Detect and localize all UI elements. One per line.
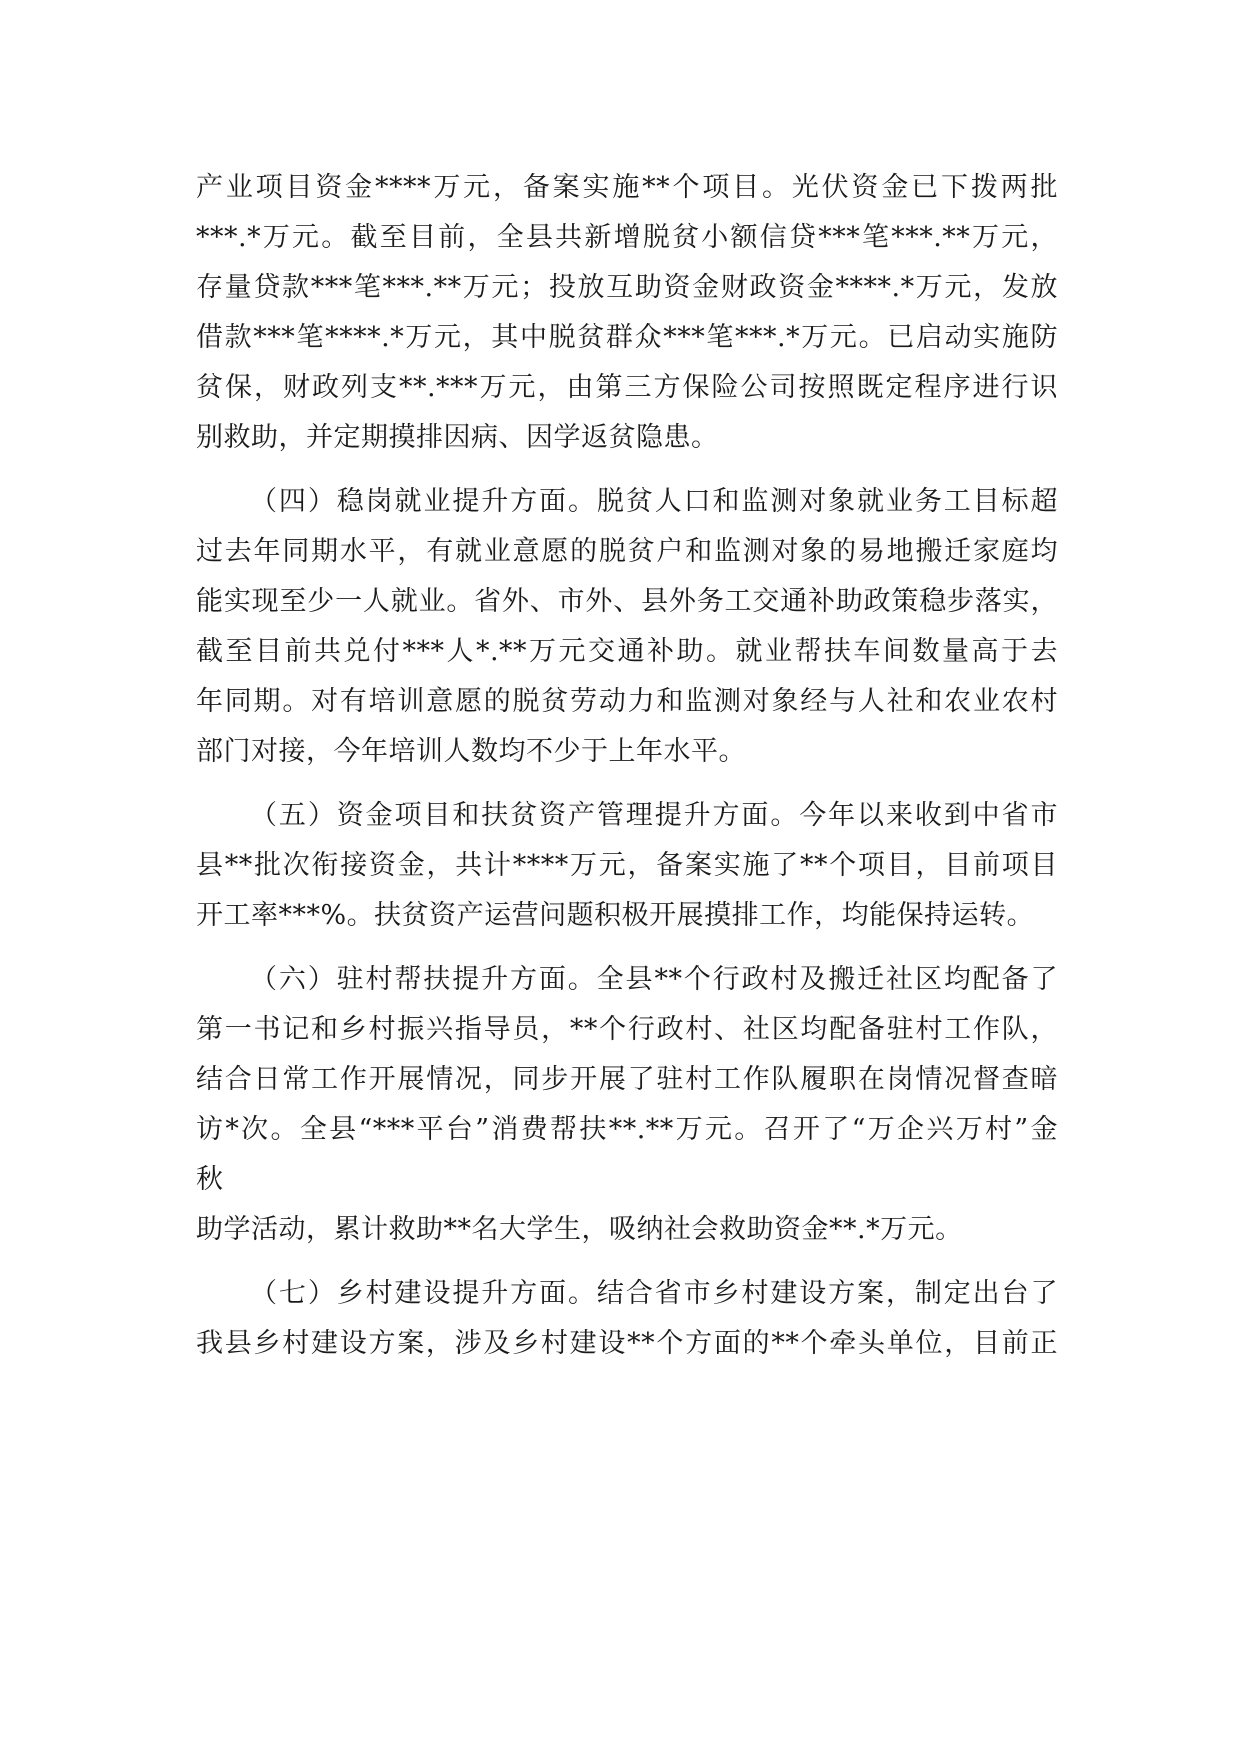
paragraph-funds-continued <box>196 163 1058 463</box>
text-line: 我县乡村建设方案，涉及乡村建设**个方面的**个牵头单位，目前正 <box>196 1328 1058 1359</box>
text-line: 存量贷款***笔***.**万元；投放互助资金财政资金****.*万元，发放 <box>196 272 1058 303</box>
document-body <box>196 163 1058 1369</box>
paragraph-funds-projects <box>196 791 1058 941</box>
paragraph-village-assistance <box>196 955 1058 1255</box>
text-line: （四）稳岗就业提升方面。脱贫人口和监测对象就业务工目标超 <box>250 486 1058 517</box>
text-line: ***.*万元。截至目前，全县共新增脱贫小额信贷***笔***.**万元， <box>196 222 1058 253</box>
text-line: 能实现至少一人就业。省外、市外、县外务工交通补助政策稳步落实， <box>196 586 1058 617</box>
text-line: 过去年同期水平，有就业意愿的脱贫户和监测对象的易地搬迁家庭均 <box>196 536 1058 567</box>
text-line: 结合日常工作开展情况，同步开展了驻村工作队履职在岗情况督查暗 <box>196 1064 1058 1095</box>
text-line: 部门对接，今年培训人数均不少于上年水平。 <box>196 736 746 767</box>
text-line: 访*次。全县“***平台”消费帮扶**.**万元。召开了“万企兴万村”金 <box>196 1114 1058 1145</box>
text-line: 别救助，并定期摸排因病、因学返贫隐患。 <box>196 422 719 453</box>
text-line: 县**批次衔接资金，共计****万元，备案实施了**个项目，目前项目 <box>196 850 1058 881</box>
paragraph-employment <box>196 477 1058 777</box>
text-line: （七）乡村建设提升方面。结合省市乡村建设方案，制定出台了 <box>250 1278 1058 1309</box>
text-line: 助学活动，累计救助**名大学生，吸纳社会救助资金**.*万元。 <box>196 1214 963 1245</box>
text-line: （五）资金项目和扶贫资产管理提升方面。今年以来收到中省市 <box>250 800 1058 831</box>
text-line: （六）驻村帮扶提升方面。全县**个行政村及搬迁社区均配备了 <box>250 964 1058 995</box>
text-line: 截至目前共兑付***人*.**万元交通补助。就业帮扶车间数量高于去 <box>196 636 1058 667</box>
text-line: 借款***笔****.*万元，其中脱贫群众***笔***.*万元。已启动实施防 <box>196 322 1058 353</box>
text-line: 第一书记和乡村振兴指导员，**个行政村、社区均配备驻村工作队， <box>196 1014 1058 1045</box>
text-line: 秋 <box>196 1164 224 1195</box>
text-line: 产业项目资金****万元，备案实施**个项目。光伏资金已下拨两批 <box>196 172 1058 203</box>
paragraph-rural-construction <box>196 1269 1058 1369</box>
text-line: 年同期。对有培训意愿的脱贫劳动力和监测对象经与人社和农业农村 <box>196 686 1058 717</box>
text-line: 开工率***%。扶贫资产运营问题积极开展摸排工作，均能保持运转。 <box>196 900 1035 931</box>
text-line: 贫保，财政列支**.***万元，由第三方保险公司按照既定程序进行识 <box>196 372 1058 403</box>
